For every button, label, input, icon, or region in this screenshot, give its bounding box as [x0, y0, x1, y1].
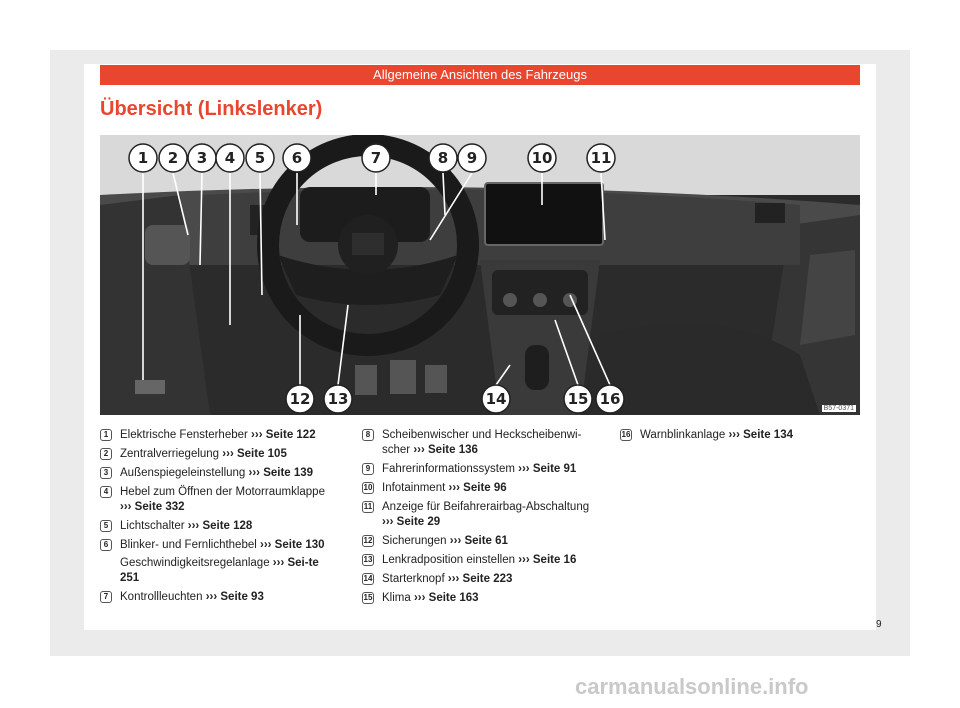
item-text: Lichtschalter — [120, 520, 185, 532]
svg-text:5: 5 — [254, 149, 266, 167]
legend-column-1 — [100, 428, 336, 609]
dashboard-illustration — [100, 135, 860, 415]
page-number: 9 — [876, 619, 882, 630]
page-reference: ››› Seite 61 — [449, 535, 508, 547]
item-number: 6 — [100, 539, 112, 551]
svg-text:7: 7 — [370, 149, 382, 167]
item-text: Anzeige für Beifahrerairbag-Abschaltung — [382, 501, 590, 513]
item-number: 12 — [363, 536, 373, 545]
callout-15 — [564, 385, 592, 413]
callout-16 — [596, 385, 624, 413]
legend-item — [362, 462, 598, 477]
page-reference: ››› Seite 96 — [448, 482, 507, 494]
item-number: 7 — [100, 591, 112, 603]
item-text: Lenkradposition einstellen — [382, 554, 515, 566]
legend-column-3 — [620, 428, 856, 447]
item-number: 4 — [100, 486, 112, 498]
legend-item — [100, 466, 336, 481]
legend-item — [362, 534, 598, 549]
page-title: Übersicht (Linkslenker) — [100, 98, 323, 120]
page-reference: ››› Seite 332 — [120, 501, 185, 513]
item-text: Klima — [382, 592, 411, 604]
page-reference: ››› Seite 93 — [205, 591, 264, 603]
item-number: 2 — [100, 448, 112, 460]
item-number: 15 — [363, 593, 373, 602]
legend-item — [100, 447, 336, 462]
page-reference: ››› Seite 105 — [222, 448, 287, 460]
dashboard-photo — [100, 135, 860, 415]
legend-item — [362, 553, 598, 568]
callout-9 — [458, 144, 486, 172]
page-reference: ››› Seite 128 — [187, 520, 253, 532]
item-number: 9 — [362, 463, 374, 475]
item-text: Blinker- und Fernlichthebel — [120, 539, 257, 551]
svg-text:6: 6 — [291, 149, 303, 167]
item-number: 5 — [100, 520, 112, 532]
item-text: Außenspiegeleinstellung — [120, 467, 246, 479]
legend-item-continued — [100, 556, 336, 586]
item-number: 1 — [100, 429, 112, 441]
legend-item — [362, 481, 598, 496]
callout-11 — [587, 144, 615, 172]
section-header: Allgemeine Ansichten des Fahrzeugs — [100, 65, 860, 85]
legend-item — [100, 519, 336, 534]
page-reference: ››› Seite 163 — [413, 592, 479, 604]
image-code: B57-0371 — [823, 405, 854, 412]
page-reference: ››› Seite 139 — [248, 467, 314, 479]
callout-4 — [216, 144, 244, 172]
svg-text:3: 3 — [196, 149, 208, 167]
item-text: Starterknopf — [382, 573, 445, 585]
item-text: Geschwindigkeitsregelanlage — [120, 557, 270, 569]
svg-text:13: 13 — [327, 390, 349, 408]
legend-item — [362, 428, 598, 458]
item-number: 11 — [363, 502, 373, 511]
watermark: carmanualsonline.info — [575, 674, 809, 699]
callout-6 — [283, 144, 311, 172]
item-text: Infotainment — [382, 482, 446, 494]
page-reference: ››› Seite 136 — [413, 444, 478, 456]
item-text: Kontrollleuchten — [120, 591, 203, 603]
svg-text:16: 16 — [599, 390, 621, 408]
svg-text:8: 8 — [437, 149, 449, 167]
callout-13 — [324, 385, 352, 413]
item-text: Fahrerinformationssystem — [382, 463, 515, 475]
legend-column-2 — [362, 428, 598, 610]
svg-text:9: 9 — [466, 149, 478, 167]
callout-5 — [246, 144, 274, 172]
item-number: 3 — [100, 467, 112, 479]
legend-item — [100, 538, 336, 553]
svg-text:2: 2 — [167, 149, 179, 167]
item-text: Hebel zum Öffnen der Motorraumklappe — [120, 486, 325, 498]
callout-12 — [286, 385, 314, 413]
page-reference: ››› Seite 134 — [728, 429, 793, 441]
item-number: 10 — [363, 483, 373, 492]
item-number: 13 — [363, 555, 373, 564]
callout-8 — [429, 144, 457, 172]
item-text: Warnblinkanlage — [640, 429, 726, 441]
item-text: Elektrische Fensterheber — [120, 429, 248, 441]
legend-item — [362, 591, 598, 606]
item-text: Scheibenwischer und Heckscheibenwi-scher — [382, 429, 582, 456]
item-text: Sicherungen — [382, 535, 447, 547]
page-reference: ››› Seite 29 — [382, 516, 441, 528]
callout-1 — [129, 144, 157, 172]
item-text: Zentralverriegelung — [120, 448, 220, 460]
svg-text:12: 12 — [289, 390, 311, 408]
item-number: 16 — [621, 430, 631, 439]
callout-2 — [159, 144, 187, 172]
legend-item — [100, 485, 336, 515]
legend-item — [100, 428, 336, 443]
callout-10 — [528, 144, 556, 172]
svg-text:10: 10 — [531, 149, 553, 167]
callout-3 — [188, 144, 216, 172]
page-reference: ››› Seite 16 — [518, 554, 577, 566]
page-reference: ››› Seite 223 — [447, 573, 513, 585]
svg-text:14: 14 — [485, 390, 507, 408]
svg-text:4: 4 — [224, 149, 236, 167]
legend-item — [362, 572, 598, 587]
svg-text:15: 15 — [567, 390, 589, 408]
page-reference: ››› Seite 91 — [518, 463, 577, 475]
page-reference: ››› Seite 122 — [251, 429, 316, 441]
svg-text:11: 11 — [590, 149, 612, 167]
item-number: 14 — [363, 574, 373, 583]
legend-item — [100, 590, 336, 605]
legend-item — [362, 500, 598, 530]
svg-text:1: 1 — [137, 149, 149, 167]
item-number: 8 — [362, 429, 374, 441]
page-reference: ››› Seite 130 — [260, 539, 325, 551]
legend-item — [620, 428, 856, 443]
callout-7 — [362, 144, 390, 172]
callout-14 — [482, 385, 510, 413]
page-reference: ››› Sei-te 251 — [120, 557, 319, 584]
